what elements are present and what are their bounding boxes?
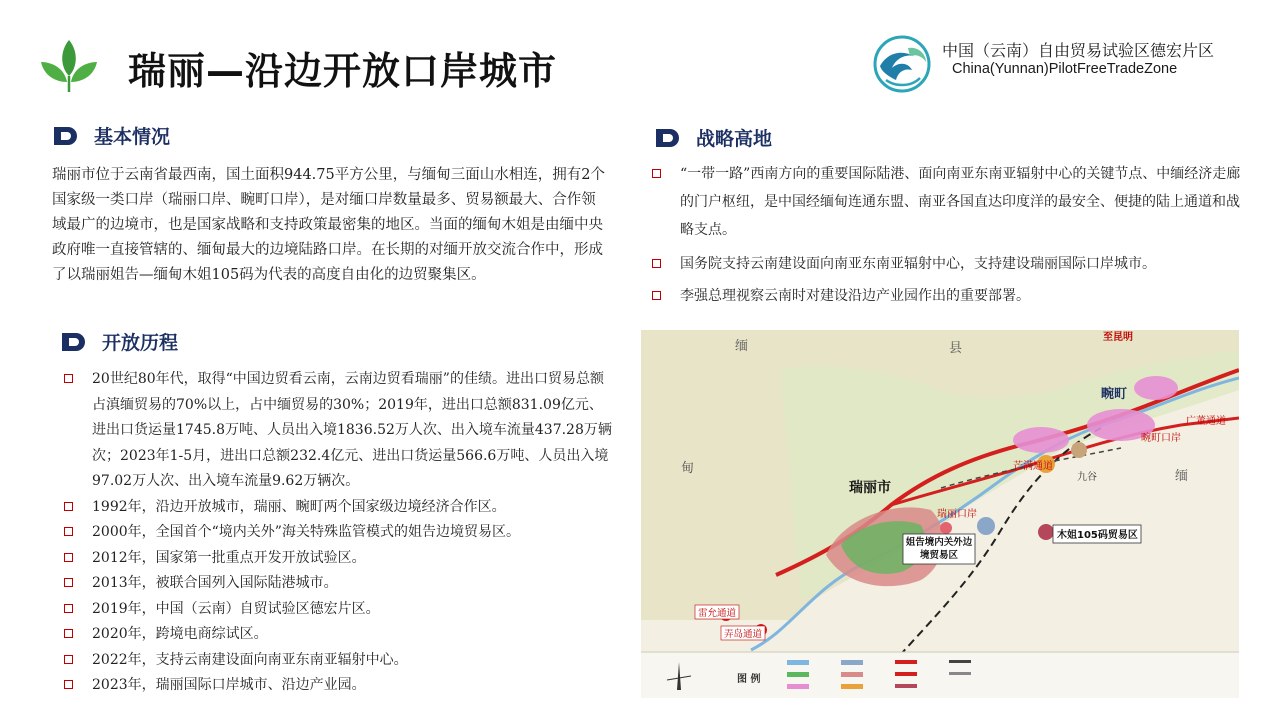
map-label: 缅 (735, 339, 749, 354)
section-basic-header (52, 122, 170, 149)
map-label-jiegao: 姐告境内关外边境贸易区 (905, 537, 973, 561)
map-label-jiugu: 九谷 (1077, 472, 1097, 483)
map-label-city: 瑞丽市 (849, 480, 891, 496)
map-label-qingang: 广董通道 (1186, 416, 1226, 427)
list-item: 李强总理视察云南时对建设沿边产业园作出的重要部署。 (652, 282, 1252, 310)
section-strategy-header (654, 124, 772, 151)
square-bullet-icon (64, 374, 73, 383)
wave-circle-logo-icon (868, 34, 936, 94)
map-label-wanding-port: 畹町口岸 (1141, 433, 1181, 444)
square-bullet-icon (64, 553, 73, 562)
square-bullet-icon (64, 680, 73, 689)
section-basic-text: 瑞丽市位于云南省最西南，国土面积944.75平方公里，与缅甸三面山水相连，拥有2个国家级一类口岸（瑞丽口岸、畹町口岸），是对缅口岸数量最多、贸易额最大、合作领域最广的边境市，也是国家战略和支持政策最密集的地区。当面的缅甸木姐是由缅中央政府唯一直接管辖的、缅甸最大的边境陆路口岸。在长期的对缅开放交流合作中，形成了以瑞丽姐告—缅甸木姐105码为代表的高度自由化的边贸聚集区。 (52, 167, 605, 283)
list-item: 2000年，全国首个“境内关外”海关特殊监管模式的姐告边境贸易区。 (64, 520, 612, 546)
section-strategy-label: 战略高地 (696, 128, 773, 150)
map-label: 县 (949, 341, 963, 356)
section-history-label: 开放历程 (102, 332, 179, 354)
square-bullet-icon (64, 578, 73, 587)
map-label: 甸 (681, 461, 695, 476)
map-label-leiyun: 雷允通道 (698, 608, 737, 619)
square-bullet-icon (652, 169, 661, 178)
square-bullet-icon (64, 655, 73, 664)
regional-map (641, 330, 1239, 698)
d-shape-section-icon (60, 332, 88, 352)
list-item: “一带一路”西南方向的重要国际陆港、面向南亚东南亚辐射中心的关键节点、中缅经济走廊的门户枢纽，是中国经缅甸连通东盟、南亚各国直达印度洋的最安全、便捷的陆上通道和战略支点。 (652, 160, 1252, 244)
map-canvas (641, 330, 1239, 698)
section-basic-label: 基本情况 (94, 126, 171, 148)
square-bullet-icon (64, 604, 73, 613)
list-item: 20世纪80年代，取得“中国边贸看云南，云南边贸看瑞丽”的佳绩。进出口贸易总额占滇缅贸易的70%以上，占中缅贸易的30%；2019年，进出口总额831.09亿元、进出口货运量1745.8万吨、人员出入境1836.52万人次、出入境车流量437.28万辆次；2023年1-5月，进出口总额232.4亿元、进出口货运量566.6万吨、人员出入境97.02万人次、出入境车流量9.62万辆次。 (64, 367, 612, 495)
brand-cn: 中国（云南）自由贸易试验区德宏片区 (942, 41, 1215, 60)
map-label-kunming: 至昆明 (1103, 332, 1133, 343)
list-item: 国务院支持云南建设面向南亚东南亚辐射中心，支持建设瑞丽国际口岸城市。 (652, 250, 1252, 278)
list-item: 2020年，跨境电商综试区。 (64, 622, 612, 648)
leaf-logo-icon (40, 38, 98, 92)
square-bullet-icon (64, 527, 73, 536)
page-title: 瑞丽—沿边开放口岸城市 (128, 49, 558, 93)
section-history-header (60, 328, 178, 355)
history-list (64, 367, 612, 699)
square-bullet-icon (652, 291, 661, 300)
list-item: 2023年，瑞丽国际口岸城市、沿边产业园。 (64, 673, 612, 699)
list-item: 2019年，中国（云南）自贸试验区德宏片区。 (64, 597, 612, 623)
d-shape-section-icon (654, 128, 682, 148)
square-bullet-icon (64, 502, 73, 511)
brand-en: China(Yunnan)PilotFreeTradeZone (952, 61, 1178, 77)
list-item: 2013年，被联合国列入国际陆港城市。 (64, 571, 612, 597)
map-label: 缅 (1175, 469, 1189, 484)
map-label-ruili-port: 瑞丽口岸 (937, 509, 977, 520)
list-item: 1992年，沿边开放城市，瑞丽、畹町两个国家级边境经济合作区。 (64, 495, 612, 521)
map-label-nongdao: 弄岛通道 (724, 629, 763, 640)
map-label-muse: 木姐105码贸易区 (1057, 530, 1138, 541)
strategy-list (652, 160, 1252, 310)
list-item: 2022年，支持云南建设面向南亚东南亚辐射中心。 (64, 648, 612, 674)
list-item: 2012年，国家第一批重点开发开放试验区。 (64, 546, 612, 572)
square-bullet-icon (64, 629, 73, 638)
square-bullet-icon (652, 259, 661, 268)
d-shape-section-icon (52, 126, 80, 146)
map-label-wanding: 畹町 (1101, 387, 1128, 402)
map-label-mangman: 芒满通道 (1013, 461, 1053, 472)
map-legend-title: 图 例 (737, 674, 761, 685)
